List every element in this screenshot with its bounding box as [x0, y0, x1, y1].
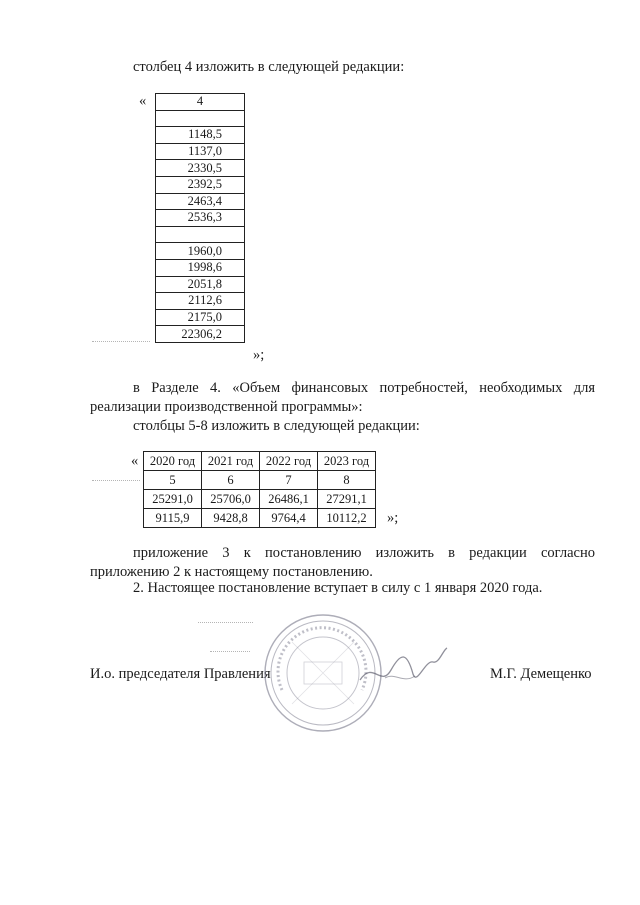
section4-line1: в Разделе 4. «Объем финансовых потребностей, необходимых для — [133, 380, 595, 396]
table-cell — [156, 226, 245, 243]
table-cell: 2536,3 — [156, 210, 245, 227]
table-cell: 2330,5 — [156, 160, 245, 177]
table-cell: 1998,6 — [156, 259, 245, 276]
columns-line: столбцы 5-8 изложить в следующей редакции: — [133, 418, 420, 434]
table-header-cell: 4 — [156, 94, 245, 111]
table-row — [144, 490, 376, 509]
table-row — [156, 176, 245, 193]
table-row — [156, 160, 245, 177]
table-cell: 5 — [144, 471, 202, 490]
table-cell: 10112,2 — [318, 509, 376, 528]
table-row — [156, 110, 245, 127]
table-cell: 2020 год — [144, 452, 202, 471]
table-cell: 1148,5 — [156, 127, 245, 144]
table-cell: 27291,1 — [318, 490, 376, 509]
open-quote: « — [139, 93, 147, 109]
scan-artifact — [210, 651, 250, 652]
item2: 2. Настоящее постановление вступает в силу с 1 января 2020 года. — [133, 580, 543, 596]
section4-line2: реализации производственной программы»: — [90, 399, 363, 415]
table-cell — [156, 110, 245, 127]
open-quote-2: « — [131, 453, 139, 469]
table-cell: 6 — [202, 471, 260, 490]
table-row — [156, 293, 245, 310]
table-cell: 7 — [260, 471, 318, 490]
table-number-row — [144, 471, 376, 490]
close-quote-2: »; — [387, 510, 399, 526]
table-row — [156, 259, 245, 276]
table-row — [156, 309, 245, 326]
table-cell: 2023 год — [318, 452, 376, 471]
table-cell: 9115,9 — [144, 509, 202, 528]
table-cell: 2392,5 — [156, 176, 245, 193]
table-cell: 25706,0 — [202, 490, 260, 509]
table-cell: 9764,4 — [260, 509, 318, 528]
close-quote: »; — [253, 347, 265, 363]
table-cell: 2112,6 — [156, 293, 245, 310]
table-row — [144, 509, 376, 528]
table-row — [156, 127, 245, 144]
table-cell: 2021 год — [202, 452, 260, 471]
table-cell: 8 — [318, 471, 376, 490]
signatory-title: И.о. председателя Правления — [90, 666, 271, 682]
table-cell: 2022 год — [260, 452, 318, 471]
table-row — [156, 276, 245, 293]
appendix-line2: приложению 2 к настоящему постановлению. — [90, 564, 373, 580]
table-row — [156, 143, 245, 160]
table-row — [156, 226, 245, 243]
table-row — [156, 193, 245, 210]
scan-artifact — [198, 622, 253, 623]
column4-table — [155, 93, 245, 343]
table-cell: 2051,8 — [156, 276, 245, 293]
handwritten-signature — [355, 640, 450, 700]
signatory-name: М.Г. Демещенко — [490, 666, 592, 682]
table-header-row — [144, 452, 376, 471]
table-row — [156, 210, 245, 227]
table-cell: 2175,0 — [156, 309, 245, 326]
appendix-line1: приложение 3 к постановлению изложить в редакции согласно — [133, 545, 595, 561]
table-cell: 2463,4 — [156, 193, 245, 210]
table-cell: 1137,0 — [156, 143, 245, 160]
table-cell: 1960,0 — [156, 243, 245, 260]
scan-artifact — [92, 480, 140, 481]
table-cell: 22306,2 — [156, 326, 245, 343]
intro-line: столбец 4 изложить в следующей редакции: — [133, 59, 405, 75]
table-cell: 9428,8 — [202, 509, 260, 528]
table-cell: 26486,1 — [260, 490, 318, 509]
columns58-table — [143, 451, 376, 528]
table-cell: 25291,0 — [144, 490, 202, 509]
table-row — [156, 326, 245, 343]
table-row — [156, 243, 245, 260]
scan-artifact — [92, 341, 150, 342]
